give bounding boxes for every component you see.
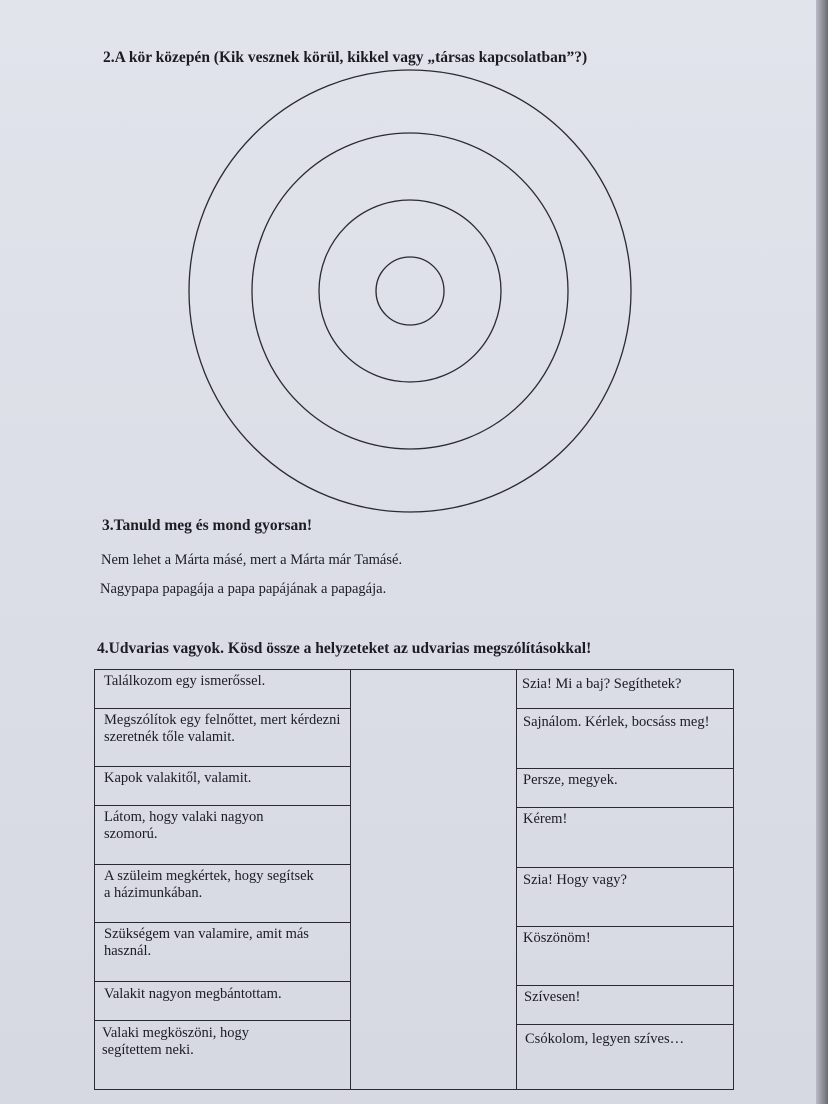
situation-cell: A szüleim megkértek, hogy segítsek a házimunkában.	[104, 868, 314, 901]
greeting-cell: Persze, megyek.	[523, 772, 618, 788]
table-bottom-border	[94, 1089, 734, 1090]
table-left-border	[94, 669, 95, 1090]
right-row-line	[516, 768, 734, 769]
left-row-line	[94, 922, 351, 923]
situation-cell: Megszólítok egy felnőttet, mert kérdezni szeretnék tőle valamit.	[104, 712, 341, 745]
circle-outer	[189, 70, 631, 512]
situation-cell: Látom, hogy valaki nagyon szomorú.	[104, 809, 264, 842]
greeting-cell: Szívesen!	[524, 989, 581, 1005]
right-row-line	[516, 867, 734, 868]
left-row-line	[94, 766, 351, 767]
section-4-title: 4.Udvarias vagyok. Kösd össze a helyzeteket az udvarias megszólításokkal!	[97, 640, 592, 657]
situation-cell: Találkozom egy ismerőssel.	[104, 673, 266, 689]
table-top-border	[94, 669, 734, 670]
circle-third	[252, 133, 568, 449]
tongue-twister-2: Nagypapa papagája a papa papájának a papagája.	[100, 581, 387, 597]
section-2-title: 2.A kör közepén (Kik vesznek körül, kikkel vagy „társas kapcsolatban”?)	[103, 49, 588, 66]
table-right-border	[733, 669, 734, 1090]
left-row-line	[94, 708, 351, 709]
greeting-cell: Csókolom, legyen szíves…	[525, 1031, 685, 1047]
situation-cell: Kapok valakitől, valamit.	[104, 770, 252, 786]
left-column-divider	[350, 669, 351, 1090]
right-row-line	[516, 807, 734, 808]
circle-center	[376, 257, 444, 325]
section-3-title: 3.Tanuld meg és mond gyorsan!	[102, 517, 313, 534]
right-row-line	[516, 926, 734, 927]
right-column-divider	[516, 669, 517, 1090]
right-row-line	[516, 1024, 734, 1025]
situation-cell: Valaki megköszöni, hogy segítettem neki.	[102, 1025, 249, 1058]
greeting-cell: Sajnálom. Kérlek, bocsáss meg!	[523, 714, 710, 730]
left-row-line	[94, 1020, 351, 1021]
right-row-line	[516, 985, 734, 986]
left-row-line	[94, 805, 351, 806]
situation-cell: Szükségem van valamire, amit más használ.	[104, 926, 309, 959]
greeting-cell: Kérem!	[523, 811, 568, 827]
greeting-cell: Szia! Hogy vagy?	[523, 872, 627, 888]
left-row-line	[94, 864, 351, 865]
left-row-line	[94, 981, 351, 982]
greeting-cell: Szia! Mi a baj? Segíthetek?	[522, 676, 682, 692]
situation-cell: Valakit nagyon megbántottam.	[104, 986, 282, 1002]
greeting-cell: Köszönöm!	[523, 930, 591, 946]
right-row-line	[516, 708, 734, 709]
circle-second	[319, 200, 501, 382]
tongue-twister-1: Nem lehet a Márta másé, mert a Márta már Tamásé.	[101, 552, 403, 568]
